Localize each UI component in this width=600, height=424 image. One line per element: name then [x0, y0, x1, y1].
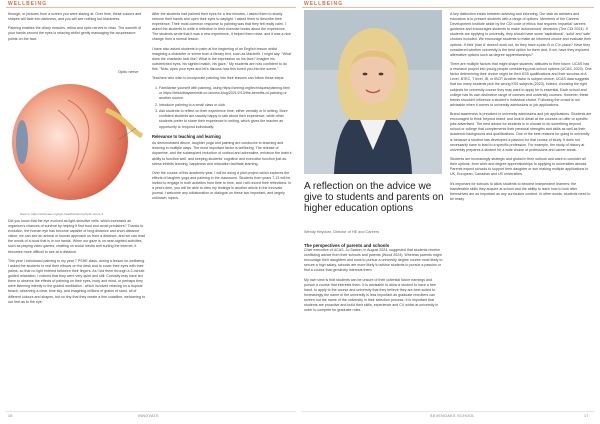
- paragraph: Chief executive of UCAS, Jo Saxton, in August 2024, suggested that students receive conflicting advice from their schools and parents (Wood 2024). Whereas parents might encourage their daughters and sons to pursue a university degree course most likely to secure a high salary, schools are more likely to advise students to pursue a passion or find a course that genuinely interests them.: [304, 248, 443, 273]
- left-page-number: 16: [8, 414, 13, 418]
- paragraph: This year I introduced palming to my year 7 PSHE class, during a lesson on wellbeing. I asked the students to rest their elbows on the desk and to cover their eyes with their palms, so that no light entered between their fingers. As I led them through a 2-minute guided relaxation, I noticed that they were very quiet and still. Curiosity may have led them to observe the effects of palming on their eyes, body and mind, or perhaps they were listening intently to the guided meditation - which involved relaxing on a tropical beach, observing a clear, blue sky, and imagining millions of grains of sand, all of different colours and shapes, but so tiny that they create a fine coastline, welcoming to our feet as to the eye.: [8, 258, 146, 304]
- left-header-rule: [6, 0, 296, 8]
- figure-source: Source: https://www.aao.org/eye-health/anatomy/optic-nerve-3: [20, 212, 104, 216]
- paragraph: As demonstrated above, laughter yoga and palming are conducive to teaching and learning in multiple ways. The most important factor is wellbeing. The release of dopamine, and the subsequent reduction of cortisol and adrenaline, enhance the brain's ability to function well, and keeping students' cognitive and executive function just as stress inhibits learning, happiness and relaxation facilitate learning.: [152, 141, 292, 166]
- paragraph: A key distinction exists between advising and informing. Our task as advisers and educators is to present students with a range of options. Members of the Careers Development Institute abide by the CDI code of ethics that requires 'impartial' careers guidance and encourages students to make 'autonomous' decisions (The CDI 2024). If students are applying to university, they should have some 'aspirational', 'solid' and 'safe' choices included. We encourage students to make an informed choice and evaluate their options. If their 'plan A' doesn't work out, do they have a plan B or C in place? Have they considered whether university is the best option for them and, if not, have they explored alternative options such as degree apprenticeships?: [450, 12, 592, 57]
- paragraph: It's important for schools to allow students to become independent learners: the transferable skills they acquire at school and the ability to learn how to look after themselves are as important as any curriculum content. In other words, students need to be ready: [450, 181, 591, 201]
- paragraph: Teachers who wish to incorporate palming into their lessons can follow these steps:: [152, 76, 285, 81]
- paragraph: There are multiple factors that might shape students' attitudes to their future. UCAS has a research project into young people considering post-school options (UCAS, 2023). One factor determining their choice might be their KS5 qualifications and their success at A Level, BTEC, T level, IB, or IBCP. Another factor is subject choice; UCAS data suggests that too many students pick the wrong KS5 subjects (2023), indeed, choosing the right subjects for university course they may want to apply for is essential. Each school and college has its own distinctive range of courses and university courses. However, these trends shouldn't influence a student's individual choice. Following the crowd is not advisable when it comes to university admissions or job applications.: [450, 62, 592, 107]
- paragraph: through, or pictures from a screen you were staring at. Over time, these colours and shapes will fade into darkness, and you will see nothing but blackness.: [8, 12, 142, 22]
- list-item: 3. Ask students to reflect on their experience time, either verbally or in writing. More confident students are usually happy to talk about their experience, while other students prefer to share their experience in writing, which gives the teacher an opportunity to respond individually.: [159, 109, 292, 129]
- paragraph: Palming enables the ciliary muscles, retina and optic nerves to relax. The warmth of your hands around the eyes is relaxing whilst gently massaging the acupressure points on the face.: [8, 26, 141, 41]
- paragraph: Students are increasingly strategic and global in their outlook and want to consider all their options, from work and degree apprenticeships to applying to universities abroad. Parents expect schools to support their daughter or son making multiple applications to UK, European, Canadian and US universities.: [450, 157, 589, 177]
- article-title: A reflection on the advice we give to students and parents on higher education options: [304, 181, 444, 214]
- paragraph: I have also asked students to palm at the beginning of an English lesson whilst imagining a character or scene from a literary text, such as Macbeth. I might say: "What does the character look like? What is the expression on his face? Imagine his outstretched eyes, his sighted match, his gaze." My students are now confident to do this. "Now, open your eyes and let's discuss how this tuned you into the scene.": [152, 46, 292, 72]
- paragraph: After the students had palmed their eyes for a few minutes, I asked them to slowly remove their hands and open their eyes to daylight. I asked them to describe their experience. Their most common response to palming was that they felt really calm. I asked the students to write a reflection in their exercise books about the experience. The students wrote that it was a new experience, it helped them relax, and it was a nice change from a normal lesson.: [152, 12, 292, 42]
- paragraph: My own view is that students can be unsure of their potential future earnings and pursue a course that interests them. It is advisable to allow a student to have a free hand, to apply to the course and university that they believe they are best suited to. Increasingly the name of the university is less important as graduate recruiters can screen out the name of the university in their selection process. It is important that students are proactive and build their skills, experience and CV whilst at university in order to compete for graduate roles.: [304, 277, 439, 313]
- left-journal-name: INNOVATE: [138, 414, 160, 418]
- byline: Wendy Heydorn, Director of HE and Careers: [304, 230, 380, 234]
- palming-steps-list: [152, 86, 292, 130]
- paragraph: Did you know that the eye evolved as light-sensitive cells, which increased an organism's chances of survival by helping it find food and avoid predators? Thanks to evolution, the human eye has become capable of long-distance and short-distance vision; we can see an animal or human approach us from a distance, and we can read the words of a book that is in our hands. When our gaze is on near-sighted activities, such as playing video games, chatting on social media and surfing the internet, it becomes more difficult to see at a distance.: [8, 219, 146, 254]
- left-col1-bottom: [8, 219, 146, 409]
- left-col1-top: [8, 12, 146, 70]
- right-col3: [304, 241, 444, 409]
- right-page-number: 17: [584, 414, 589, 418]
- paragraph: Brand awareness is prevalent in university admissions and job applications. Students are encouraged to think 'beyond brand' and look in detail at the courses on offer or specific jobs advertised. The best advice for students is to choose to do something beyond school or college that complements their personal strengths and skills as well as their academic background and qualifications. One of the best reasons for going to university is because a student has developed a passion for that course of study. It does not necessarily have to lead to a specific profession. For example, the study of history at university prepares a student for a wide choice of professions and career areas.: [450, 112, 592, 152]
- right-col4: [450, 12, 592, 409]
- left-section-tag: WELLBEING: [8, 1, 47, 7]
- left-col2: [152, 12, 292, 409]
- section-heading: Relevance to teaching and learning: [152, 133, 221, 139]
- left-footer-rule: [6, 411, 296, 412]
- right-header-rule: [302, 0, 594, 8]
- paragraph: Over the course of this academic year, I will be doing a pilot project which explores the effects of laughter yoga and palming in the classroom. Students from years 7-13 will be invited to engage in both activities from time to time, and I will record their reflections. In a year's time, you will be able to view my findings in another article in the Innovate journal. I welcome any collaboration or dialogue on these two important, and largely unknown, topics.: [152, 170, 292, 201]
- eye-anatomy-illustration: [8, 70, 148, 210]
- cornea-shape: [16, 120, 28, 164]
- right-footer-rule: [302, 411, 594, 412]
- optic-nerve-label: Optic nerve: [118, 69, 139, 74]
- author-photo: [304, 10, 442, 174]
- right-section-tag: WELLBEING: [304, 1, 343, 7]
- list-item: 2. Introduce palming to a small class or club.: [159, 103, 292, 108]
- right-school-name: SEVENOAKS SCHOOL: [430, 414, 475, 418]
- list-item: 1. Familiarise yourself with palming, using https://seeing.org/techniques/palming.html or https://bristolbayseeimile.co.uk/new-blog/2021/2/10/the-benefits-of-palming or another source.: [159, 86, 292, 101]
- section-heading: The perspectives of parents and schools: [304, 243, 390, 248]
